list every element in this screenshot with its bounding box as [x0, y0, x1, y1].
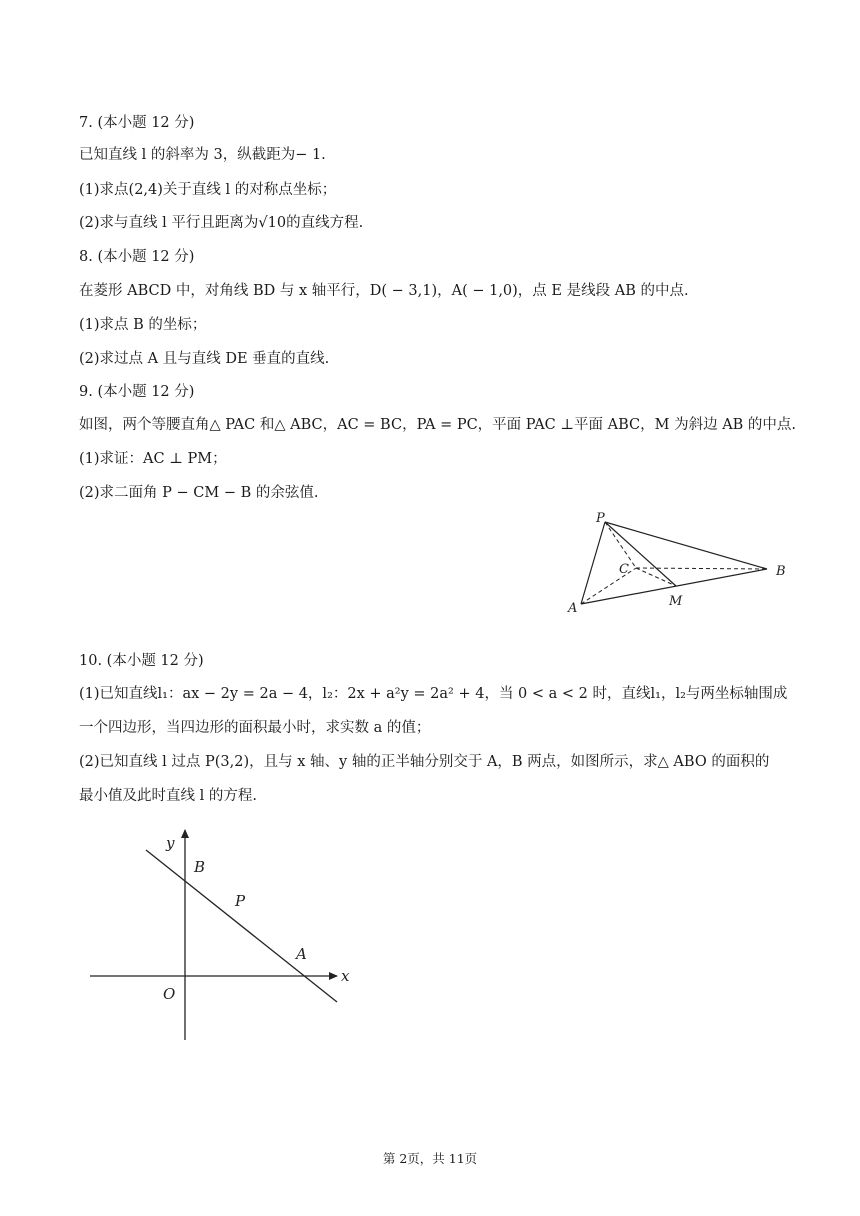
q7-header: 7. (本小题 12 分): [79, 115, 195, 131]
label-O: O: [163, 985, 176, 1003]
q9-line-1: 如图，两个等腰直角△ PAC 和△ ABC，AC = BC，PA = PC，平面 PAC ⊥平面 ABC，M 为斜边 AB 的中点.: [79, 417, 797, 433]
edge-PB: [605, 522, 767, 569]
edge-CM: [636, 568, 676, 586]
edge-PM: [605, 522, 676, 586]
pyramid-figure: [560, 508, 800, 618]
label-M: M: [669, 594, 683, 609]
label-B-axis: B: [194, 858, 206, 876]
q9-line-2: (1)求证：AC ⊥ PM；: [79, 451, 227, 467]
page-footer: 第 2页，共 11页: [382, 1151, 478, 1166]
q8-line-1: 在菱形 ABCD 中，对角线 BD 与 x 轴平行，D( − 3,1)，A( − 1,0)，点 E 是线段 AB 的中点.: [79, 283, 689, 299]
axes-figure: [85, 825, 375, 1045]
q10-line-3: (2)已知直线 l 过点 P(3,2)，且与 x 轴、y 轴的正半轴分别交于 A，B 两点，如图所示，求△ ABO 的面积的: [79, 754, 770, 770]
label-C: C: [619, 562, 629, 577]
label-P: P: [596, 511, 605, 526]
label-A-axis: A: [296, 945, 307, 963]
q7-line-2: (1)求点(2,4)关于直线 l 的对称点坐标；: [79, 182, 337, 198]
q10-header: 10. (本小题 12 分): [79, 653, 204, 669]
label-B: B: [776, 564, 786, 579]
label-y: y: [166, 834, 175, 852]
line-l: [146, 850, 337, 1002]
label-P-axis: P: [235, 892, 246, 910]
q8-header: 8. (本小题 12 分): [79, 249, 195, 265]
q10-line-4: 最小值及此时直线 l 的方程.: [79, 788, 257, 804]
q7-line-1: 已知直线 l 的斜率为 3，纵截距为− 1.: [79, 147, 326, 163]
q9-header: 9. (本小题 12 分): [79, 384, 195, 400]
label-x: x: [341, 967, 350, 985]
q8-line-2: (1)求点 B 的坐标；: [79, 317, 207, 333]
q7-line-3: (2)求与直线 l 平行且距离为√10的直线方程.: [79, 215, 364, 231]
edge-PA: [581, 522, 605, 604]
q10-line-1: (1)已知直线l₁：ax − 2y = 2a − 4，l₂：2x + a²y = 2a² + 4，当 0 < a < 2 时，直线l₁，l₂与两坐标轴围成: [79, 686, 788, 702]
q9-line-3: (2)求二面角 P − CM − B 的余弦值.: [79, 485, 319, 501]
label-A: A: [568, 601, 578, 616]
q10-line-2: 一个四边形，当四边形的面积最小时，求实数 a 的值；: [79, 720, 431, 736]
q8-line-3: (2)求过点 A 且与直线 DE 垂直的直线.: [79, 351, 330, 367]
